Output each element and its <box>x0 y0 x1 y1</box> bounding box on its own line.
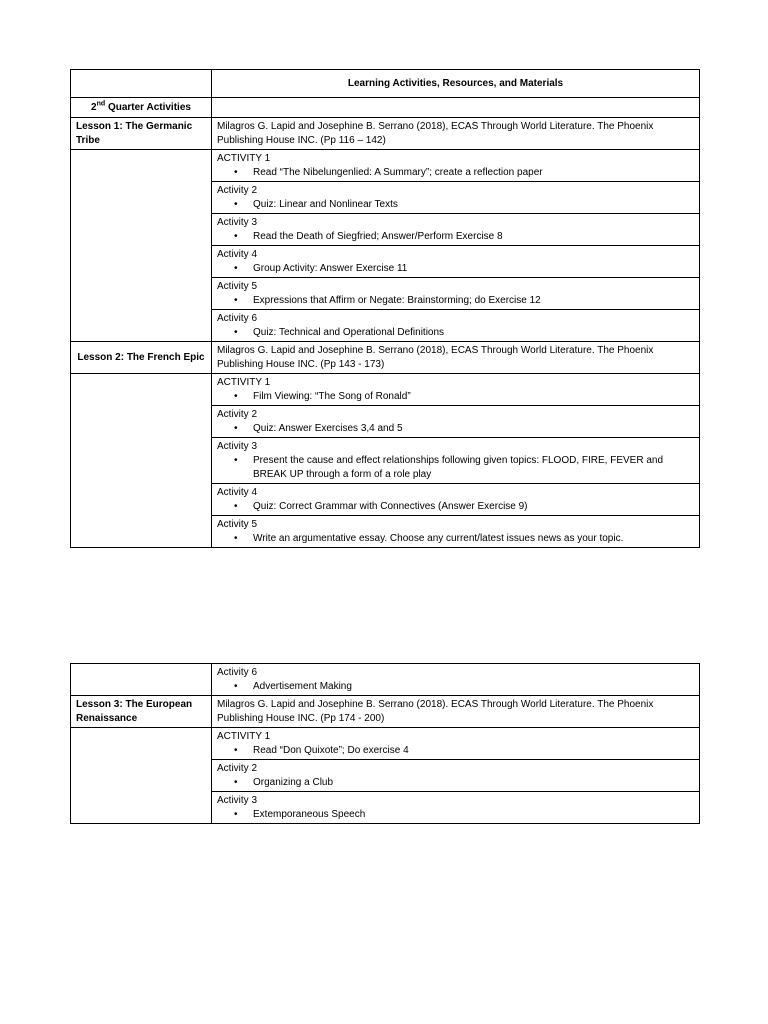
quarter-suffix: nd <box>96 100 106 108</box>
activity-bullet-item <box>217 532 694 546</box>
activity-text: Present the cause and effect relationships following given topics: FLOOD, FIRE, FEVER and BREAK UP through a form of a role play <box>253 455 664 480</box>
activity-label: Activity 6 <box>217 667 258 678</box>
lesson-title: Lesson 1: The Germanic Tribe <box>71 118 212 150</box>
activity-bullet-item <box>217 422 694 436</box>
activity-cell <box>212 406 700 438</box>
table-header-row <box>71 70 700 98</box>
bullet-icon: • <box>234 533 238 544</box>
activity-text: Quiz: Correct Grammar with Connectives (Answer Exercise 9) <box>253 501 528 512</box>
activity-cell <box>212 246 700 278</box>
lesson-resource: Milagros G. Lapid and Josephine B. Serrano (2018). ECAS Through World Literature. The Phoenix Publishing House INC. (Pp 174 - 200) <box>212 696 700 728</box>
activity-label: Activity 3 <box>217 795 258 806</box>
activity-row <box>71 664 700 696</box>
activity-label: ACTIVITY 1 <box>217 731 271 742</box>
activity-text: Read “The Nibelungenlied: A Summary”; create a reflection paper <box>253 167 543 178</box>
activities-table-page-1 <box>70 69 700 548</box>
activity-cell <box>212 484 700 516</box>
activity-text: Advertisement Making <box>253 681 352 692</box>
bullet-icon: • <box>234 777 238 788</box>
activity-cell <box>212 664 700 696</box>
activity-bullet-item <box>217 390 694 404</box>
lesson-resource: Milagros G. Lapid and Josephine B. Serrano (2018), ECAS Through World Literature. The Phoenix Publishing House INC. (Pp 116 – 142) <box>212 118 700 150</box>
activity-label: Activity 5 <box>217 519 258 530</box>
activity-text: Quiz: Answer Exercises 3,4 and 5 <box>253 423 403 434</box>
activity-text: Write an argumentative essay. Choose any current/latest issues news as your topic. <box>253 533 624 544</box>
activity-bullet-item <box>217 198 694 212</box>
activity-text: Expressions that Affirm or Negate: Brainstorming; do Exercise 12 <box>253 295 541 306</box>
bullet-icon: • <box>234 231 238 242</box>
activity-cell <box>212 310 700 342</box>
activity-label: Activity 6 <box>217 313 258 324</box>
activity-bullet-item <box>217 500 694 514</box>
activity-bullet-item <box>217 326 694 340</box>
activity-text: Film Viewing: “The Song of Ronald” <box>253 391 411 402</box>
bullet-icon: • <box>234 501 238 512</box>
activity-bullet-item <box>217 294 694 308</box>
activity-text: Group Activity: Answer Exercise 11 <box>253 263 408 274</box>
bullet-icon: • <box>234 681 238 692</box>
activity-bullet-item <box>217 166 694 180</box>
lesson-resource-row <box>71 342 700 374</box>
activity-bullet-item <box>217 744 694 758</box>
bullet-icon: • <box>234 263 238 274</box>
activity-bullet-item <box>217 454 694 482</box>
activity-text: Quiz: Linear and Nonlinear Texts <box>253 199 398 210</box>
lesson-title: Lesson 2: The French Epic <box>71 342 212 374</box>
activity-label: ACTIVITY 1 <box>217 153 271 164</box>
activity-cell <box>212 278 700 310</box>
quarter-label-cell <box>71 98 212 118</box>
quarter-number: 2 <box>91 102 97 113</box>
activity-cell <box>212 760 700 792</box>
activity-cell <box>212 150 700 182</box>
bullet-icon: • <box>234 295 238 306</box>
activity-bullet-item <box>217 230 694 244</box>
activity-label: Activity 4 <box>217 487 258 498</box>
lesson-resource-row <box>71 118 700 150</box>
activity-label: Activity 3 <box>217 441 258 452</box>
lesson-resource: Milagros G. Lapid and Josephine B. Serrano (2018), ECAS Through World Literature. The Phoenix Publishing House INC. (Pp 143 - 173) <box>212 342 700 374</box>
activity-bullet-item <box>217 680 694 694</box>
lesson-blank-cell <box>71 374 212 548</box>
bullet-icon: • <box>234 809 238 820</box>
bullet-icon: • <box>234 167 238 178</box>
activity-label: Activity 3 <box>217 217 258 228</box>
bullet-icon: • <box>234 327 238 338</box>
activity-text: Extemporaneous Speech <box>253 809 366 820</box>
activity-row <box>71 728 700 760</box>
activity-cell <box>212 438 700 484</box>
quarter-row <box>71 98 700 118</box>
lesson-blank-cell <box>71 664 212 696</box>
lesson-blank-cell <box>71 150 212 342</box>
activity-cell <box>212 728 700 760</box>
quarter-empty-cell <box>212 98 700 118</box>
activity-bullet-item <box>217 262 694 276</box>
activity-row <box>71 150 700 182</box>
bullet-icon: • <box>234 199 238 210</box>
bullet-icon: • <box>234 423 238 434</box>
bullet-icon: • <box>234 455 238 466</box>
lesson-blank-cell <box>71 728 212 824</box>
activity-text: Quiz: Technical and Operational Definitions <box>253 327 445 338</box>
lesson-resource-row <box>71 696 700 728</box>
activity-label: Activity 2 <box>217 185 258 196</box>
activity-cell <box>212 214 700 246</box>
activity-label: Activity 2 <box>217 763 258 774</box>
activity-bullet-item <box>217 776 694 790</box>
activity-text: Read the Death of Siegfried; Answer/Perform Exercise 8 <box>253 231 503 242</box>
header-title: Learning Activities, Resources, and Materials <box>212 70 700 98</box>
activity-label: ACTIVITY 1 <box>217 377 271 388</box>
activity-bullet-item <box>217 808 694 822</box>
lesson-title: Lesson 3: The European Renaissance <box>71 696 212 728</box>
quarter-label: Quarter Activities <box>105 102 191 113</box>
bullet-icon: • <box>234 745 238 756</box>
activity-cell <box>212 182 700 214</box>
bullet-icon: • <box>234 391 238 402</box>
activity-cell <box>212 374 700 406</box>
header-left-cell <box>71 70 212 98</box>
activities-table-page-2 <box>70 663 700 824</box>
activity-label: Activity 5 <box>217 281 258 292</box>
activity-text: Read “Don Quixote”; Do exercise 4 <box>253 745 409 756</box>
activity-text: Organizing a Club <box>253 777 334 788</box>
activity-cell <box>212 792 700 824</box>
activity-row <box>71 374 700 406</box>
activity-label: Activity 2 <box>217 409 258 420</box>
activity-cell <box>212 516 700 548</box>
activity-label: Activity 4 <box>217 249 258 260</box>
